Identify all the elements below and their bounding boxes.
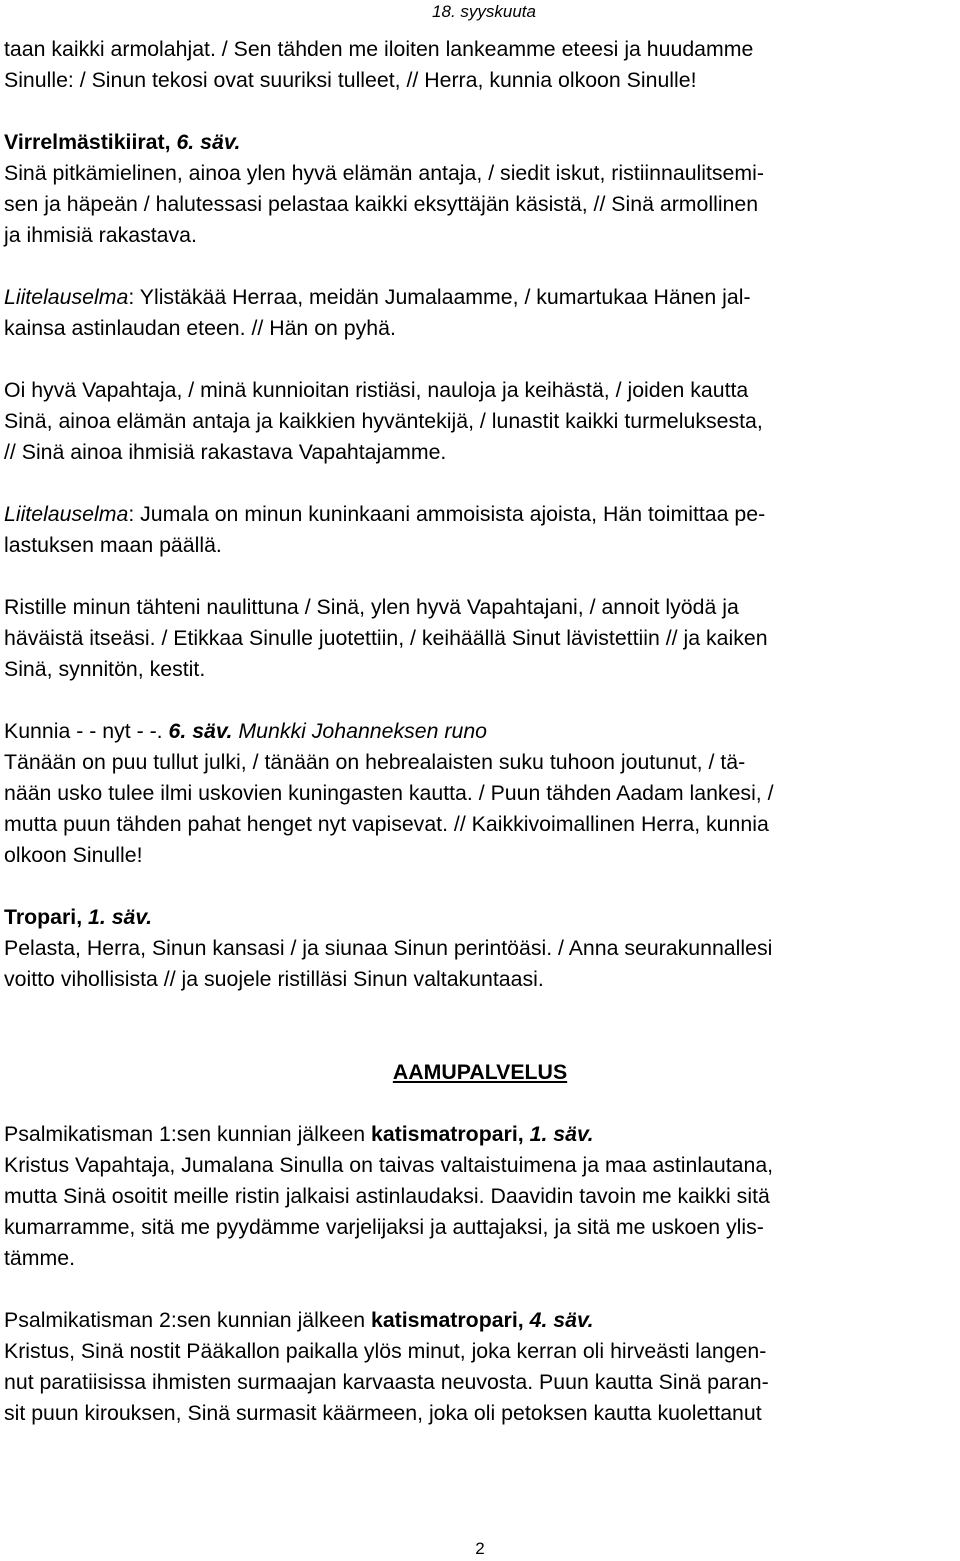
text-line: Tänään on puu tullut julki, / tänään on hebrealaisten suku tuhoon joutunut, / tä- bbox=[4, 750, 746, 774]
text-line: lastuksen maan päällä. bbox=[4, 533, 222, 557]
text-line: sen ja häpeän / halutessasi pelastaa kaikki eksyttäjän käsistä, // Sinä armollinen bbox=[4, 192, 759, 216]
section-heading bbox=[4, 127, 956, 158]
page-number: 2 bbox=[475, 1539, 485, 1558]
text-line: nut paratiisissa ihmisten surmaajan karvaasta neuvosta. Puun kautta Sinä paran- bbox=[4, 1370, 769, 1394]
text-line: nään usko tulee ilmi uskovien kuningasten kautta. / Puun tähden Aadam lankesi, / bbox=[4, 781, 774, 805]
hymn-paragraph bbox=[4, 375, 956, 468]
document-body bbox=[4, 34, 956, 1429]
tropari-section bbox=[4, 902, 956, 995]
tone-label: 6. säv. bbox=[176, 130, 241, 154]
verse-label: Liitelauselma bbox=[4, 502, 129, 526]
liitelauselma-verse bbox=[4, 499, 956, 561]
katismatropari-section-2 bbox=[4, 1305, 956, 1429]
text-line: Oi hyvä Vapahtaja, / minä kunnioitan ristiäsi, nauloja ja keihästä, / joiden kautta bbox=[4, 378, 749, 402]
tone-label: 4. säv. bbox=[529, 1308, 594, 1332]
section-title: AAMUPALVELUS bbox=[392, 1060, 568, 1084]
text-line: Sinä, synnitön, kestit. bbox=[4, 657, 206, 681]
heading-bold: katismatropari, bbox=[370, 1122, 530, 1146]
section-heading bbox=[4, 1119, 956, 1150]
text-line: Sinä pitkämielinen, ainoa ylen hyvä elämän antaja, / siedit iskut, ristiinnaulitsemi- bbox=[4, 161, 764, 185]
text-line: tämme. bbox=[4, 1246, 76, 1270]
heading-text: Virrelmästikiirat, bbox=[4, 130, 177, 154]
kunnia-section bbox=[4, 716, 956, 871]
section-heading bbox=[4, 716, 956, 747]
hymn-paragraph bbox=[4, 592, 956, 685]
heading-text: Tropari, bbox=[4, 905, 89, 929]
tone-label: 1. säv. bbox=[529, 1122, 594, 1146]
section-heading bbox=[4, 1305, 956, 1336]
text-line: sit puun kirouksen, Sinä surmasit käärmeen, joka oli petoksen kautta kuolettanut bbox=[4, 1401, 762, 1425]
page-header-date: 18. syyskuuta bbox=[432, 2, 536, 21]
text-line: Pelasta, Herra, Sinun kansasi / ja siunaa Sinun perintöäsi. / Anna seurakunnallesi bbox=[4, 936, 773, 960]
text-line: Ristille minun tähteni naulittuna / Sinä, ylen hyvä Vapahtajani, / annoit lyödä ja bbox=[4, 595, 739, 619]
katismatropari-section-1 bbox=[4, 1119, 956, 1274]
liitelauselma-verse bbox=[4, 282, 956, 344]
text-line: // Sinä ainoa ihmisiä rakastava Vapahtajamme. bbox=[4, 440, 447, 464]
section-heading bbox=[4, 902, 956, 933]
text-line: mutta Sinä osoitit meille ristin jalkaisi astinlaudaksi. Daavidin tavoin me kaikki sitä bbox=[4, 1184, 770, 1208]
text-line: mutta puun tähden pahat henget nyt vapisevat. // Kaikkivoimallinen Herra, kunnia bbox=[4, 812, 769, 836]
text-line bbox=[4, 499, 956, 530]
text-line: kumarramme, sitä me pyydämme varjelijaksi ja auttajaksi, ja sitä me uskoen ylis- bbox=[4, 1215, 764, 1239]
heading-text: Kunnia - - nyt - -. bbox=[4, 719, 169, 743]
heading-text: Psalmikatisman 1:sen kunnian jälkeen bbox=[4, 1122, 371, 1146]
text-line: häväistä itseäsi. / Etikkaa Sinulle juotettiin, / keihäällä Sinut lävistettiin // ja kaiken bbox=[4, 626, 768, 650]
heading-text: Psalmikatisman 2:sen kunnian jälkeen bbox=[4, 1308, 371, 1332]
tone-label: 1. säv. bbox=[88, 905, 152, 929]
text-line: ja ihmisiä rakastava. bbox=[4, 223, 197, 247]
tone-label: 6. säv. bbox=[168, 719, 233, 743]
text-line: olkoon Sinulle! bbox=[4, 843, 143, 867]
verse-text: : Jumala on minun kuninkaani ammoisista ajoista, Hän toimittaa pe- bbox=[128, 502, 766, 526]
verse-label: Liitelauselma bbox=[4, 285, 129, 309]
text-line: kainsa astinlaudan eteen. // Hän on pyhä. bbox=[4, 316, 396, 340]
author-label: Munkki Johanneksen runo bbox=[232, 719, 488, 743]
paragraph-continuation bbox=[4, 34, 956, 96]
heading-bold: katismatropari, bbox=[370, 1308, 530, 1332]
text-line: Kristus, Sinä nostit Pääkallon paikalla ylös minut, joka kerran oli hirveästi langen- bbox=[4, 1339, 767, 1363]
virrelmastikiirat-section bbox=[4, 127, 956, 251]
verse-text: : Ylistäkää Herraa, meidän Jumalaamme, / kumartukaa Hänen jal- bbox=[128, 285, 751, 309]
text-line: Sinä, ainoa elämän antaja ja kaikkien hyväntekijä, / lunastit kaikki turmeluksesta, bbox=[4, 409, 763, 433]
text-line bbox=[4, 282, 956, 313]
text-line: Sinulle: / Sinun tekosi ovat suuriksi tulleet, // Herra, kunnia olkoon Sinulle! bbox=[4, 68, 697, 92]
text-line: Kristus Vapahtaja, Jumalana Sinulla on taivas valtaistuimena ja maa astinlautana, bbox=[4, 1153, 774, 1177]
text-line: taan kaikki armolahjat. / Sen tähden me iloiten lankeamme eteesi ja huudamme bbox=[4, 37, 754, 61]
text-line: voitto vihollisista // ja suojele ristilläsi Sinun valtakuntaasi. bbox=[4, 967, 544, 991]
